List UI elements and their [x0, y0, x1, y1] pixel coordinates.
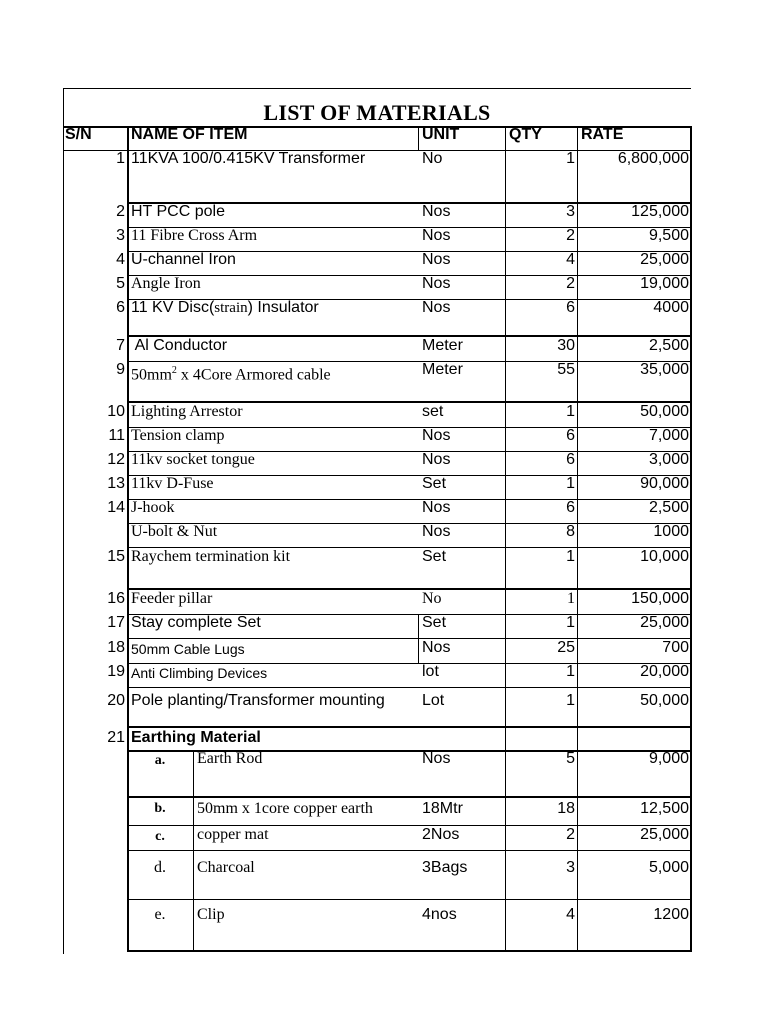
- grid-line: [418, 126, 419, 150]
- table-row: [0, 203, 768, 227]
- row-item-name: 11kv D-Fuse: [131, 475, 214, 492]
- table-row: [0, 688, 768, 726]
- row-qty: 1: [566, 692, 575, 709]
- grid-line: [127, 850, 691, 851]
- row-rate: 10,000: [640, 548, 689, 565]
- grid-line: [127, 475, 691, 476]
- row-unit: No: [422, 590, 442, 607]
- row-qty: 1: [567, 590, 575, 607]
- table-row: [0, 227, 768, 251]
- row-rate: 9,500: [648, 227, 689, 244]
- earthing-sub-row: [0, 750, 768, 796]
- document-title: LIST OF MATERIALS: [263, 100, 491, 125]
- row-sn: 15: [107, 548, 125, 565]
- row-rate: 25,000: [640, 614, 689, 631]
- sub-item-unit: 2Nos: [422, 826, 460, 843]
- row-sn: 5: [116, 275, 125, 292]
- row-rate: 19,000: [640, 275, 689, 292]
- grid-line: [127, 401, 691, 403]
- row-qty: 55: [557, 361, 575, 378]
- row-rate: 50,000: [640, 403, 689, 420]
- row-sn: 19: [107, 663, 125, 680]
- row-rate: 125,000: [631, 203, 689, 220]
- grid-line: [127, 614, 691, 615]
- row-sn: 2: [116, 203, 125, 220]
- row-sn: 1: [116, 150, 125, 167]
- sub-item-qty: 5: [566, 750, 575, 767]
- grid-line: [127, 547, 691, 548]
- earthing-sub-row: [0, 798, 768, 824]
- row-qty: 6: [566, 427, 575, 444]
- row-unit: Meter: [422, 361, 463, 378]
- row-unit: lot: [422, 663, 439, 680]
- row-sn: 13: [107, 475, 125, 492]
- row-unit: Nos: [422, 427, 451, 444]
- row-sn: 11: [108, 427, 125, 444]
- sub-item-qty: 2: [566, 826, 575, 843]
- grid-line: [127, 299, 691, 300]
- row-unit: Nos: [422, 499, 451, 516]
- grid-line: [127, 451, 691, 452]
- table-header: [0, 126, 768, 150]
- earthing-sub-row: [0, 851, 768, 899]
- table-row: [0, 590, 768, 614]
- row-sn: 10: [107, 403, 125, 420]
- row-qty: 1: [566, 150, 575, 167]
- table-row: [0, 275, 768, 299]
- row-sn: 7: [116, 337, 125, 354]
- row-item-name: J-hook: [131, 499, 175, 516]
- grid-line: [127, 251, 691, 252]
- row-rate: 7,000: [648, 427, 689, 444]
- row-qty: 30: [557, 337, 575, 354]
- row-item-name: 11 Fibre Cross Arm: [131, 227, 258, 244]
- row-unit: Nos: [422, 451, 451, 468]
- sub-item-rate: 5,000: [648, 859, 689, 876]
- table-row: [0, 451, 768, 475]
- grid-line: [127, 335, 691, 337]
- grid-line: [127, 825, 691, 826]
- sub-item-letter: c.: [155, 829, 165, 844]
- row-unit: Nos: [422, 523, 451, 540]
- header-sn: S/N: [65, 126, 92, 143]
- grid-line: [127, 126, 129, 952]
- grid-line: [127, 726, 691, 728]
- row-rate: 90,000: [640, 475, 689, 492]
- sub-item-name: copper mat: [197, 826, 269, 843]
- earthing-sub-row: [0, 826, 768, 850]
- row-unit: Nos: [422, 299, 451, 316]
- row-sn: 18: [107, 639, 125, 656]
- table-row: [0, 427, 768, 451]
- row-item-name: Anti Climbing Devices: [131, 665, 268, 681]
- sub-item-letter: a.: [154, 753, 166, 768]
- row-qty: 2: [566, 275, 575, 292]
- row-qty: 8: [566, 523, 575, 540]
- grid-line: [127, 687, 691, 688]
- row-sn: 4: [116, 251, 125, 268]
- sub-item-qty: 4: [566, 906, 575, 923]
- row-rate: 3,000: [648, 451, 689, 468]
- row-item-name-part: ) Insulator: [247, 299, 319, 316]
- row-qty: 3: [566, 203, 575, 220]
- grid-line: [127, 950, 691, 952]
- row-rate: 20,000: [640, 663, 689, 680]
- row-unit: No: [422, 150, 443, 167]
- grid-line: [127, 275, 691, 276]
- row-item-name: Al Conductor: [131, 337, 228, 354]
- grid-line: [63, 126, 691, 128]
- row-rate: 6,800,000: [617, 150, 689, 167]
- row-qty: 1: [566, 403, 575, 420]
- row-sn: 17: [107, 614, 125, 631]
- table-row: [0, 337, 768, 361]
- row-sn: 9: [116, 361, 125, 378]
- table-row: [0, 639, 768, 663]
- table-row: [0, 361, 768, 401]
- row-item-name: HT PCC pole: [131, 203, 225, 220]
- row-unit: Set: [422, 548, 447, 565]
- row-rate: 50,000: [640, 692, 689, 709]
- sub-item-qty: 3: [566, 859, 575, 876]
- row-item-name: 11kv socket tongue: [131, 451, 255, 468]
- sub-item-rate: 12,500: [640, 800, 689, 817]
- grid-line: [127, 427, 691, 428]
- table-row: [0, 150, 768, 202]
- sub-item-letter: e.: [154, 906, 166, 923]
- row-qty: 6: [566, 451, 575, 468]
- grid-line: [127, 638, 691, 639]
- row-unit: set: [422, 403, 444, 420]
- superscript-two: 2: [171, 365, 177, 376]
- sub-item-name: Earth Rod: [197, 750, 263, 767]
- row-item-name: Angle Iron: [131, 275, 201, 292]
- row-qty: 2: [566, 227, 575, 244]
- table-row: [0, 728, 768, 750]
- sub-item-letter: d.: [154, 859, 166, 876]
- sub-item-rate: 1200: [653, 906, 689, 923]
- table-row: [0, 663, 768, 687]
- row-qty: 1: [566, 614, 575, 631]
- table-row: [0, 475, 768, 499]
- row-qty: 6: [566, 299, 575, 316]
- grid-line: [505, 126, 506, 952]
- table-row: [0, 403, 768, 427]
- grid-line: [690, 126, 692, 952]
- row-unit: Meter: [422, 337, 463, 354]
- row-item-name: U-channel Iron: [131, 251, 236, 268]
- row-rate: 35,000: [640, 361, 689, 378]
- sub-item-unit: 4nos: [422, 906, 457, 923]
- grid-line: [127, 796, 691, 798]
- table-row: [0, 299, 768, 335]
- row-rate: 2,500: [648, 337, 689, 354]
- row-rate: 1000: [653, 523, 689, 540]
- row-item-name: 11KVA 100/0.415KV Transformer: [131, 150, 366, 167]
- row-unit: Lot: [422, 692, 445, 709]
- row-rate: 700: [662, 639, 689, 656]
- sheet-top-border: [63, 88, 691, 89]
- row-unit: Set: [422, 614, 447, 631]
- row-item-name: U-bolt & Nut: [131, 523, 218, 540]
- row-sn: 14: [107, 499, 125, 516]
- sub-item-rate: 25,000: [640, 826, 689, 843]
- table-row: [0, 614, 768, 638]
- row-unit: Nos: [422, 227, 451, 244]
- row-sn: 3: [116, 227, 125, 244]
- header-qty: QTY: [509, 126, 542, 143]
- earthing-sub-row: [0, 900, 768, 950]
- row-sn: 12: [107, 451, 125, 468]
- row-item-name-part: 50mm: [131, 366, 172, 384]
- grid-line: [127, 499, 691, 500]
- sub-item-unit: 3Bags: [422, 859, 468, 876]
- row-sn: 20: [107, 692, 125, 709]
- sub-item-name: 50mm x 1core copper earth: [197, 800, 373, 817]
- row-item-name: Feeder pillar: [131, 590, 213, 607]
- row-item-name: Raychem termination kit: [131, 548, 291, 565]
- row-unit: Nos: [422, 251, 451, 268]
- row-qty: 25: [557, 639, 575, 656]
- grid-line: [127, 227, 691, 228]
- sub-item-letter: b.: [154, 801, 166, 816]
- sub-item-rate: 9,000: [648, 750, 689, 767]
- row-qty: 6: [566, 499, 575, 516]
- grid-line: [127, 588, 691, 590]
- row-sn: 6: [116, 299, 125, 316]
- grid-line: [193, 750, 194, 952]
- row-qty: 4: [566, 251, 575, 268]
- table-row: [0, 523, 768, 547]
- grid-line: [127, 899, 691, 900]
- row-item-name: Tension clamp: [131, 427, 225, 444]
- table-row: [0, 548, 768, 588]
- row-qty: 1: [566, 548, 575, 565]
- row-item-name-part: 11 KV Disc(: [131, 299, 215, 316]
- header-unit: UNIT: [422, 126, 460, 143]
- row-sn: 16: [107, 590, 125, 607]
- row-item-name: Pole planting/Transformer mounting: [131, 692, 385, 709]
- row-sn: 21: [107, 729, 125, 746]
- row-unit: Nos: [422, 275, 451, 292]
- sub-item-qty: 18: [557, 800, 575, 817]
- row-rate: 150,000: [631, 590, 689, 607]
- header-rate: RATE: [581, 126, 624, 143]
- grid-line: [127, 202, 691, 204]
- grid-line: [127, 663, 691, 664]
- row-item-name: Lighting Arrestor: [131, 403, 243, 420]
- row-item-name-part: x 4Core Armored cable: [176, 366, 331, 384]
- grid-line: [63, 150, 691, 151]
- row-item-name: Stay complete Set: [131, 614, 261, 631]
- row-item-name: [127, 361, 418, 401]
- row-qty: 1: [566, 475, 575, 492]
- row-unit: Set: [422, 475, 447, 492]
- row-rate: 4000: [653, 299, 689, 316]
- sub-item-name: Clip: [197, 906, 225, 923]
- sub-item-name: Charcoal: [197, 859, 255, 876]
- row-rate: 25,000: [640, 251, 689, 268]
- grid-line: [127, 523, 691, 524]
- row-unit: Nos: [422, 203, 451, 220]
- grid-line: [418, 614, 419, 663]
- sub-item-unit: Nos: [422, 750, 451, 767]
- row-item-name: 50mm Cable Lugs: [131, 641, 245, 657]
- grid-line: [577, 126, 578, 952]
- row-qty: 1: [566, 663, 575, 680]
- earthing-material-heading: Earthing Material: [131, 729, 261, 746]
- sub-item-unit: 18Mtr: [422, 800, 463, 817]
- row-item-name-part: strain: [214, 300, 248, 316]
- row-unit: Nos: [422, 639, 451, 656]
- grid-line: [127, 361, 691, 362]
- header-name: NAME OF ITEM: [131, 126, 248, 143]
- row-item-name: [127, 299, 418, 335]
- row-rate: 2,500: [648, 499, 689, 516]
- table-row: [0, 499, 768, 523]
- grid-line: [127, 750, 691, 752]
- row-sn: [63, 523, 127, 547]
- table-row: [0, 251, 768, 275]
